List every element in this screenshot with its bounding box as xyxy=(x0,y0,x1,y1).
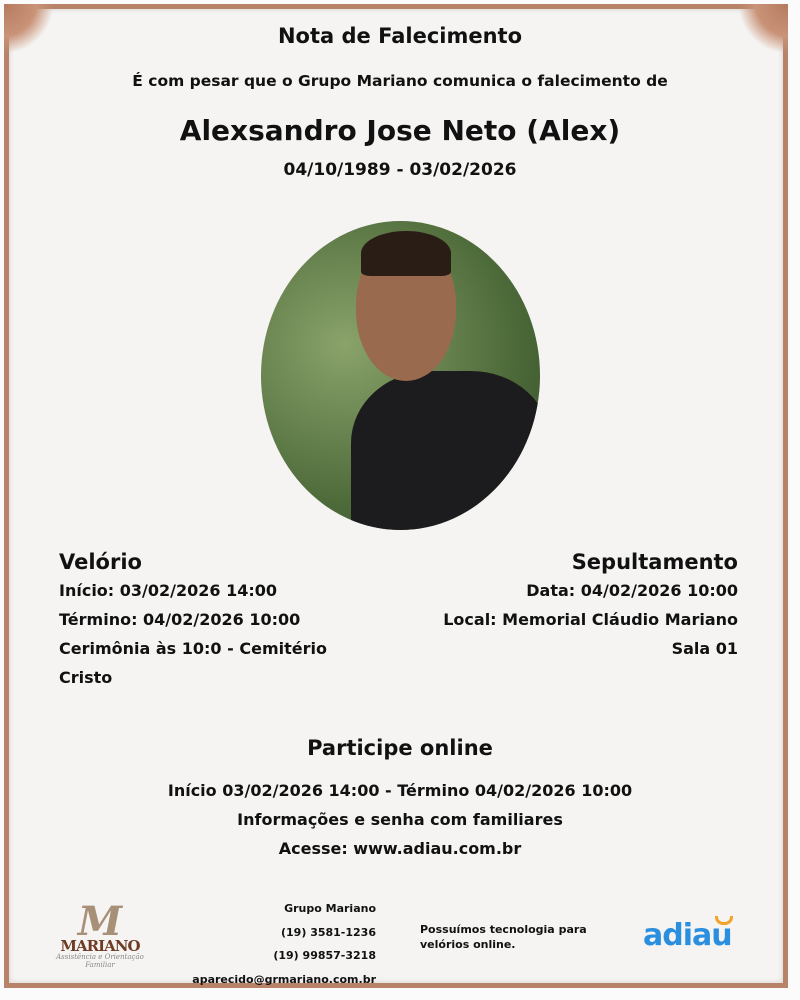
velorio-heading: Velório xyxy=(59,550,142,574)
notice-subtitle: É com pesar que o Grupo Mariano comunica o falecimento de xyxy=(132,72,668,90)
velorio-end: Término: 04/02/2026 10:00 xyxy=(59,610,301,629)
phone-2: (19) 99857-3218 xyxy=(273,949,376,962)
tech-note: Possuímos tecnologia para velórios online. xyxy=(420,923,587,951)
mariano-logo: M MARIANO Assistência e Orientação Familiar xyxy=(56,898,144,969)
velorio-start: Início: 03/02/2026 14:00 xyxy=(59,581,278,600)
sepultamento-date: Data: 04/02/2026 10:00 xyxy=(526,581,738,600)
online-times: Início 03/02/2026 14:00 - Término 04/02/2026 10:00 xyxy=(167,781,633,800)
notice-title: Nota de Falecimento xyxy=(277,24,523,48)
deceased-name: Alexsandro Jose Neto (Alex) xyxy=(179,114,621,147)
sepultamento-section xyxy=(378,548,738,663)
company-name: Grupo Mariano xyxy=(284,902,376,915)
email: aparecido@grmariano.com.br xyxy=(192,972,376,986)
online-heading: Participe online xyxy=(307,736,493,760)
phone-1: (19) 3581-1236 xyxy=(281,925,376,939)
sepultamento-location: Local: Memorial Cláudio Mariano xyxy=(443,610,738,629)
velorio-section xyxy=(59,548,359,692)
sepultamento-heading: Sepultamento xyxy=(571,550,738,574)
life-dates: 04/10/1989 - 03/02/2026 xyxy=(283,160,517,180)
adiau-logo: adiau xyxy=(643,918,732,953)
online-link[interactable]: Acesse: www.adiau.com.br xyxy=(278,839,522,858)
velorio-ceremony: Cerimônia às 10:0 - Cemitério Cristo xyxy=(59,639,327,687)
online-info: Informações e senha com familiares xyxy=(237,810,563,829)
deceased-photo xyxy=(261,221,540,530)
online-details xyxy=(0,776,800,863)
sepultamento-room: Sala 01 xyxy=(671,639,738,658)
contact-info xyxy=(192,897,376,991)
